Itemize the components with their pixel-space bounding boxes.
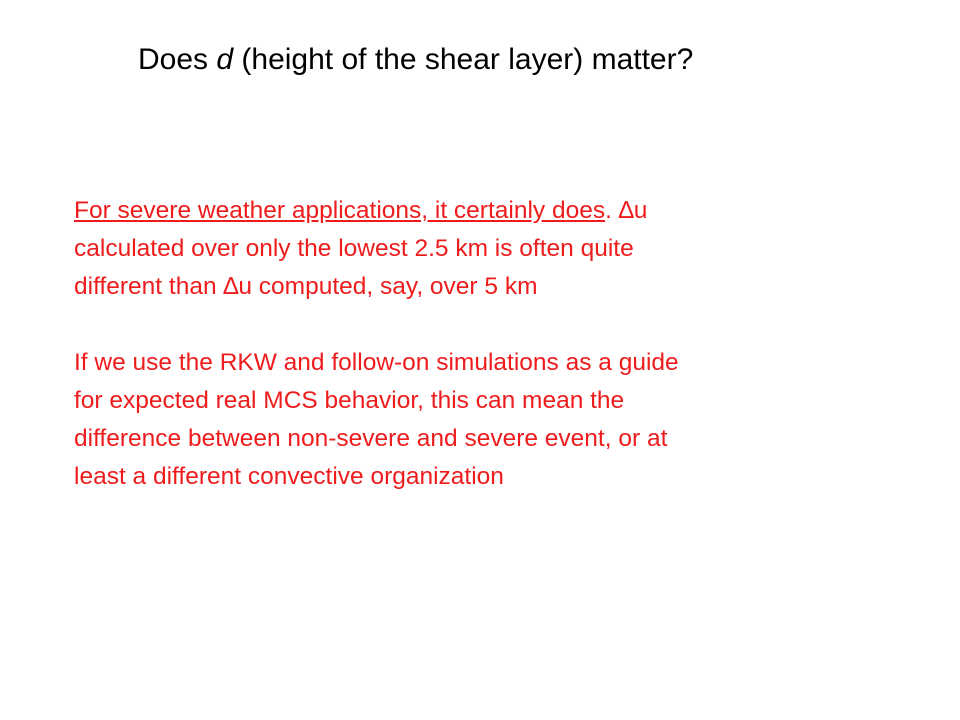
title-prefix: Does [138, 43, 217, 76]
paragraph-severe-weather [74, 192, 854, 306]
title-suffix: (height of the shear layer) matter? [233, 43, 694, 76]
paragraph1-line1-rest: . ∆u [605, 197, 648, 224]
title-variable-d: d [216, 43, 234, 76]
paragraph2-line: least a different convective organization [74, 463, 504, 490]
slide-body [74, 192, 854, 496]
paragraph2-line: difference between non-severe and severe event, or at [74, 425, 668, 452]
paragraph1-line1 [74, 192, 854, 230]
paragraph2-line: for expected real MCS behavior, this can mean the [74, 387, 625, 414]
paragraph-rkw-simulations [74, 344, 854, 496]
paragraph1-line2: calculated over only the lowest 2.5 km is often quite [74, 235, 634, 262]
paragraph1-line3: different than ∆u computed, say, over 5 km [74, 273, 538, 300]
slide-title [138, 38, 938, 82]
paragraph2-line: If we use the RKW and follow-on simulations as a guide [74, 349, 679, 376]
underlined-phrase: For severe weather applications, it certainly does [74, 197, 606, 224]
